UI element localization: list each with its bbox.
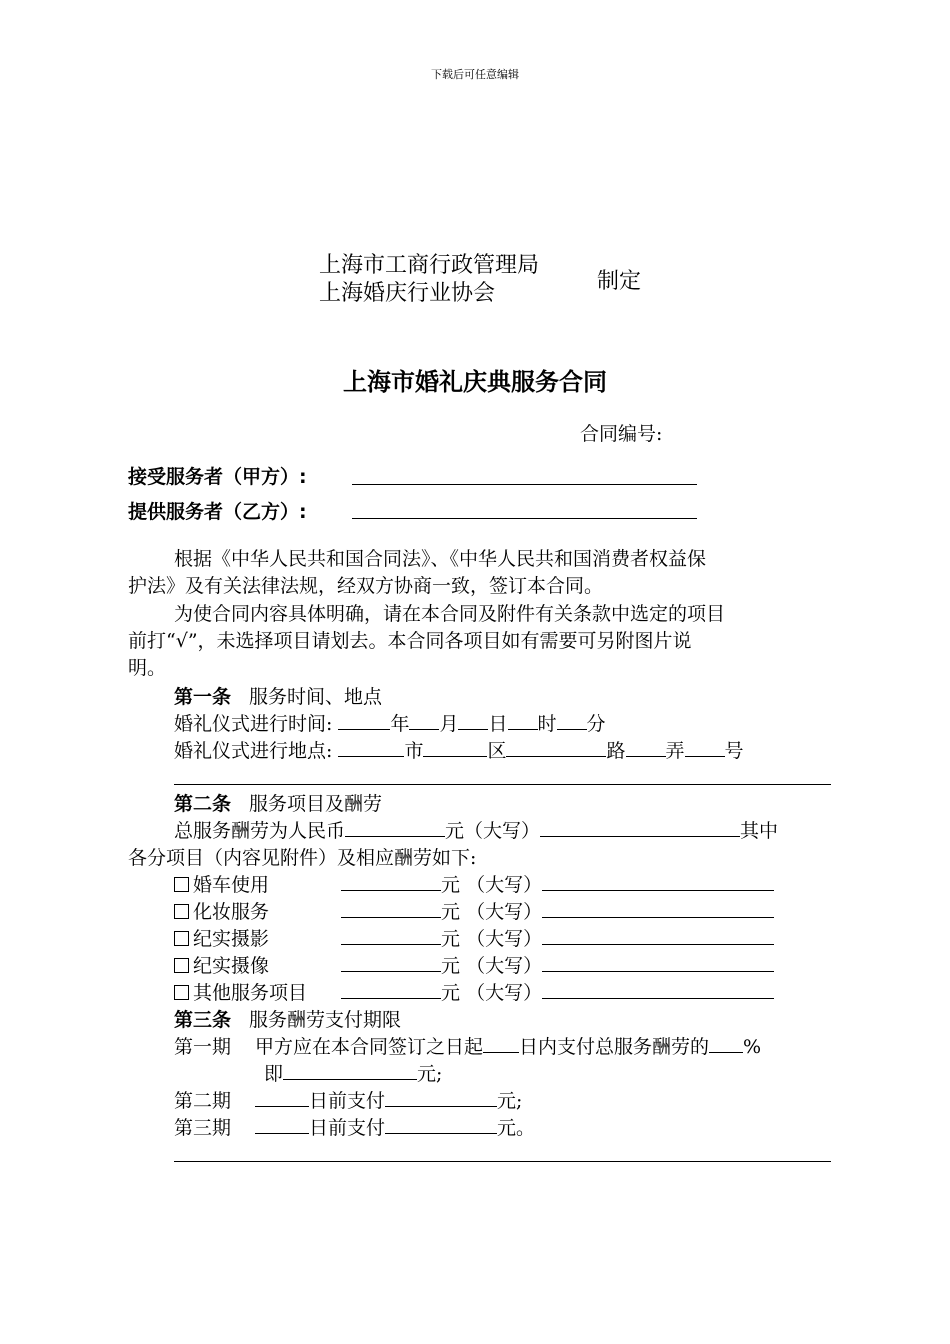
hour-field[interactable]: [508, 712, 538, 730]
checkbox[interactable]: [174, 958, 189, 973]
phase-1-row: 第一期 甲方应在本合同签订之日起 日内支付总服务酬劳的 %: [174, 1036, 762, 1058]
lane-field[interactable]: [626, 739, 666, 757]
minute-field[interactable]: [557, 712, 587, 730]
checkbox[interactable]: [174, 931, 189, 946]
fee-field[interactable]: [341, 981, 441, 999]
district-field[interactable]: [423, 739, 487, 757]
fee-daxie-field[interactable]: [542, 873, 774, 891]
fee-daxie-field[interactable]: [542, 900, 774, 918]
year-field[interactable]: [338, 712, 390, 730]
intro-p2-line2: 前打“√”，未选择项目请划去。本合同各项目如有需要可另附图片说: [128, 630, 692, 652]
article-2-heading: 第二条 服务项目及酬劳: [174, 793, 383, 815]
fee-daxie-field[interactable]: [542, 927, 774, 945]
issuer-line-2: 上海婚庆行业协会: [319, 281, 496, 306]
fee-field[interactable]: [341, 927, 441, 945]
party-b-label: 提供服务者（乙方）:: [128, 501, 307, 523]
intro-p2-line1: 为使合同内容具体明确，请在本合同及附件有关条款中选定的项目: [174, 603, 726, 625]
contract-title: 上海市婚礼庆典服务合同: [343, 368, 607, 396]
party-a-label: 接受服务者（甲方）:: [128, 466, 307, 488]
fee-daxie-field[interactable]: [542, 981, 774, 999]
phase-2-date-field[interactable]: [255, 1089, 309, 1107]
phase-3-row: 第三期 日前支付 元。: [174, 1117, 536, 1139]
road-field[interactable]: [506, 739, 606, 757]
contract-number-label: 合同编号:: [580, 423, 663, 445]
issuer-suffix: 制定: [597, 269, 642, 294]
party-b-field[interactable]: [352, 518, 697, 519]
phase-3-date-field[interactable]: [255, 1116, 309, 1134]
party-a-field[interactable]: [352, 484, 697, 485]
checkbox[interactable]: [174, 904, 189, 919]
service-item-row: 纪实摄影 元 （大写）: [174, 924, 774, 951]
city-field[interactable]: [338, 739, 404, 757]
ceremony-time-row: 婚礼仪式进行时间: 年 月 日 时 分: [174, 713, 606, 735]
issuer-line-1: 上海市工商行政管理局: [319, 253, 540, 278]
phase-2-amount-field[interactable]: [385, 1089, 497, 1107]
fee-field[interactable]: [341, 873, 441, 891]
payment-extra-line[interactable]: [174, 1161, 831, 1162]
fee-field[interactable]: [341, 900, 441, 918]
service-item-row: 其他服务项目 元 （大写）: [174, 978, 774, 1005]
intro-p2-line3: 明。: [128, 657, 167, 679]
place-extra-line[interactable]: [174, 784, 831, 785]
fee-daxie-field[interactable]: [542, 954, 774, 972]
article-1-heading: 第一条 服务时间、地点: [174, 686, 383, 708]
phase-1-amount-row: 即 元;: [264, 1063, 443, 1085]
month-field[interactable]: [409, 712, 439, 730]
fee-field[interactable]: [341, 954, 441, 972]
total-fee-daxie-field[interactable]: [540, 819, 740, 837]
phase-1-amount-field[interactable]: [283, 1062, 417, 1080]
number-field[interactable]: [685, 739, 725, 757]
service-item-row: 婚车使用 元 （大写）: [174, 870, 774, 897]
items-intro: 各分项目（内容见附件）及相应酬劳如下:: [128, 847, 477, 869]
article-3-heading: 第三条 服务酬劳支付期限: [174, 1009, 402, 1031]
total-fee-field[interactable]: [345, 819, 445, 837]
service-item-row: 纪实摄像 元 （大写）: [174, 951, 774, 978]
checkbox[interactable]: [174, 877, 189, 892]
ceremony-place-row: 婚礼仪式进行地点: 市 区 路 弄 号: [174, 740, 744, 762]
phase-1-days-field[interactable]: [483, 1035, 519, 1053]
intro-p1-line2: 护法》及有关法律法规，经双方协商一致，签订本合同。: [128, 575, 604, 597]
phase-3-amount-field[interactable]: [385, 1116, 497, 1134]
service-item-row: 化妆服务 元 （大写）: [174, 897, 774, 924]
checkbox[interactable]: [174, 985, 189, 1000]
phase-1-percent-field[interactable]: [709, 1035, 743, 1053]
intro-p1-line1: 根据《中华人民共和国合同法》、《中华人民共和国消费者权益保: [174, 548, 707, 570]
phase-2-row: 第二期 日前支付 元;: [174, 1090, 523, 1112]
day-field[interactable]: [458, 712, 488, 730]
page-header: 下载后可任意编辑: [431, 68, 519, 81]
total-fee-row: 总服务酬劳为人民币 元（大写） 其中: [174, 820, 779, 842]
